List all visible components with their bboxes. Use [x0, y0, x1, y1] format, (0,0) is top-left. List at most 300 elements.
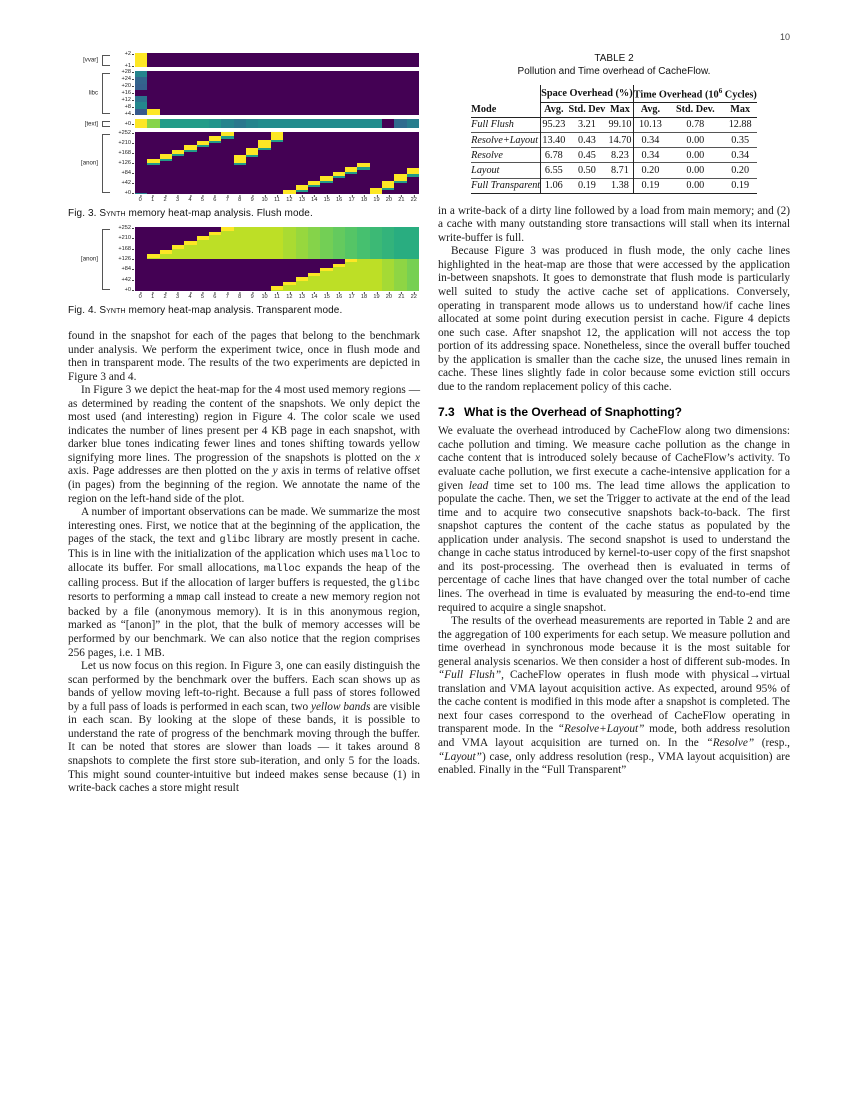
- region-name-label: [anon]: [81, 255, 98, 263]
- figure-3-caption-smallcaps: Synth: [99, 208, 126, 219]
- cell-mode: Resolve: [471, 148, 540, 163]
- paragraph: [68, 506, 420, 660]
- x-tick-label: 14: [311, 294, 318, 300]
- heatmap-cell: [296, 119, 308, 128]
- heatmap-cell: [234, 155, 246, 163]
- emphasis-yellow-bands: yellow bands: [311, 700, 371, 713]
- y-tick-label: +168: [118, 245, 131, 252]
- y-tick-label: +20: [121, 83, 131, 89]
- table-2-label: TABLE 2: [594, 53, 634, 64]
- y-tick-label: +12: [121, 97, 131, 103]
- heatmap-cell: [407, 119, 419, 128]
- cell-value: 0.19: [567, 178, 608, 193]
- cell-mode: Resolve+Layout: [471, 132, 540, 147]
- x-tick-label: 19: [373, 197, 380, 203]
- text-run: , CacheFlow operates in flush mode with physical→virtual translation and VMA layout acquisition active. As expected, around 95% of the cache content is modified in this mode after a snapshot is completed. The next four cases correspond to the overhead of CacheFlow operating in transparent mode. In the: [438, 669, 790, 736]
- y-tick-label: +126: [118, 160, 131, 166]
- heatmap-cell: [283, 282, 295, 285]
- table-row: [471, 163, 757, 178]
- column-header-space-std: Std. Dev: [568, 104, 606, 116]
- y-tick-label: +8: [124, 104, 131, 110]
- x-tick-label: 11: [274, 294, 280, 300]
- heatmap-cell: [283, 227, 295, 259]
- text-run: ) case, only address resolution (resp., VMA layout acquisition) are enabled. Finally in the “Full Transparent”: [438, 750, 790, 777]
- table-row: [471, 132, 757, 147]
- left-column: [68, 52, 420, 796]
- cell-value: 13.40: [541, 132, 567, 147]
- y-axis-ticks: [112, 70, 134, 116]
- x-tick-label: 8: [238, 294, 242, 300]
- y-axis-ticks: [112, 52, 134, 68]
- cell-value: 14.70: [607, 132, 633, 147]
- cell-value: 6.55: [541, 163, 567, 178]
- cell-value: 0.43: [567, 132, 608, 147]
- heatmap-plot-area: [134, 52, 420, 68]
- heatmap-cell: [271, 140, 283, 142]
- y-tick-label: +84: [121, 266, 131, 273]
- column-header-space-max: Max: [610, 104, 630, 116]
- heatmap-cell: [246, 227, 258, 259]
- x-tick-label: 12: [286, 294, 293, 300]
- text-run: Cycles): [722, 89, 757, 101]
- cell-value: 0.00: [667, 148, 723, 163]
- cell-value: 0.34: [633, 148, 667, 163]
- heatmap-cell: [147, 163, 159, 165]
- region-brace: [102, 55, 110, 66]
- code-glibc: glibc: [219, 535, 251, 547]
- x-tick-label: 10: [261, 294, 268, 300]
- right-column-text: [438, 205, 790, 778]
- heatmap-cell: [357, 167, 369, 169]
- y-tick-label: +168: [118, 150, 131, 156]
- heatmap-cell: [184, 241, 196, 245]
- heatmap-cell: [258, 148, 270, 150]
- figure-4-caption: [68, 305, 420, 316]
- x-tick-label: 17: [348, 294, 355, 300]
- x-tick-label: 5: [200, 294, 204, 300]
- x-tick-label: 16: [336, 294, 343, 300]
- cell-value: 12.88: [724, 117, 757, 132]
- y-tick-label: +28: [121, 69, 131, 75]
- x-axis-row: [68, 195, 420, 204]
- heatmap-cell: [197, 119, 209, 128]
- region-label-area: [68, 70, 112, 116]
- cell-value: 0.34: [724, 148, 757, 163]
- heatmap-cell: [394, 259, 406, 291]
- heatmap-cell: [320, 268, 332, 291]
- x-tick-label: 8: [238, 197, 242, 203]
- y-tick-label: +126: [118, 256, 131, 262]
- heatmap-cell: [357, 227, 369, 259]
- cell-mode: Layout: [471, 163, 540, 178]
- heatmap-cell: [333, 264, 345, 291]
- x-tick-label: 14: [311, 197, 318, 203]
- heatmap-cell: [234, 227, 246, 259]
- region-label-area: [68, 118, 112, 129]
- x-tick-label: 2: [163, 294, 167, 300]
- paragraph: [68, 660, 420, 795]
- heatmap-cell: [283, 119, 295, 128]
- x-tick-label: 10: [261, 197, 268, 203]
- cell-value: 99.10: [607, 117, 633, 132]
- heatmap-cell: [345, 227, 357, 259]
- text-run: library are mostly present in cache. This is in line with the initialization of the application which uses: [68, 533, 420, 560]
- table-2-caption: Pollution and Time overhead of CacheFlow.: [517, 66, 711, 77]
- heatmap-cell: [135, 53, 147, 67]
- heatmap-cell: [197, 236, 209, 240]
- x-tick-label: 6: [213, 294, 217, 300]
- cell-value: 0.78: [667, 117, 723, 132]
- left-column-text: [68, 330, 420, 796]
- x-tick-label: 7: [225, 294, 229, 300]
- heatmap-cell: [147, 254, 159, 258]
- text-run: mode, both address resolution and VMA layout acquisition are turned on. In the: [438, 723, 790, 749]
- heatmap-plot-area: [134, 131, 420, 195]
- table-header-row: [471, 102, 757, 117]
- heatmap-cell: [271, 119, 283, 128]
- heatmap-cell: [407, 227, 419, 259]
- y-axis-ticks: [112, 226, 134, 292]
- heatmap-cell: [271, 227, 283, 259]
- cell-value: 0.45: [567, 148, 608, 163]
- figure-3: [68, 52, 420, 219]
- heatmap-cell: [320, 181, 332, 183]
- heatmap-cell: [258, 227, 270, 259]
- heatmap-region-row: [68, 226, 420, 292]
- heatmap-cell: [345, 172, 357, 174]
- cell-value: 0.00: [667, 163, 723, 178]
- paragraph: [438, 425, 790, 615]
- section-title: What is the Overhead of Snaphotting?: [464, 405, 683, 420]
- heatmap-cell: [370, 227, 382, 259]
- x-tick-label: 19: [373, 294, 380, 300]
- code-malloc: malloc: [371, 549, 408, 561]
- heatmap-cell: [308, 227, 320, 259]
- y-tick-label: +2: [124, 51, 131, 57]
- heatmap-cell: [172, 119, 184, 128]
- heatmap-plot-area: [134, 226, 420, 292]
- heatmap-cell: [234, 119, 246, 128]
- column-header-mode: Mode: [471, 103, 497, 115]
- x-tick-label: 22: [410, 294, 417, 300]
- y-tick-label: +42: [121, 180, 131, 186]
- heatmap-cell: [271, 286, 283, 289]
- heatmap-cell: [407, 259, 419, 291]
- region-brace: [102, 121, 110, 127]
- x-tick-label: 5: [200, 197, 204, 203]
- figure-3-caption-prefix: Fig. 3.: [68, 208, 97, 219]
- section-heading-7-3: [438, 405, 790, 419]
- figure-3-caption-rest: memory heat-map analysis. Flush mode.: [128, 208, 313, 219]
- heatmap-cell: [209, 119, 221, 128]
- x-tick-label: 13: [298, 294, 305, 300]
- table-row: [471, 178, 757, 193]
- region-brace: [102, 134, 110, 193]
- paragraph: Because Figure 3 was produced in flush mode, the only cache lines highlighted in the heat-map are those that were accessed by the application in-between snapshots. It goes to demonstrate that flush mode is particularly well suited to study the active cache set of applications. Conversely, operating in transparent mode allows us to understand how/if cache lines allocated at some point during execution persist in cache. Figure 4 depicts one such case. After snapshot 12, the application will not access the top portion of its addressing space. Nonetheless, since the overall buffer touched by the application is smaller than the cache size, the unused lines remain in cache. These lines slightly fade in color because some eviction still occurs due to the random replacement policy of this cache.: [438, 245, 790, 393]
- x-tick-label: 21: [398, 197, 405, 203]
- text-run: are visible in each scan. By looking at the slope of these bands, it is possible to understand the rate of progress of the benchmark moving through the buffer. It can be noted that stores are slower than loads — it takes around 8 snapshots to complete the first store sub-iteration, and only 5 for the loads. This might sound counter-intuitive but indeed makes sense because (1) in write-back caches a store might result: [68, 700, 420, 795]
- heatmap-cell: [308, 185, 320, 187]
- heatmap-region-row: [68, 118, 420, 129]
- table-2-heading: [438, 52, 790, 78]
- x-tick-label: 16: [336, 197, 343, 203]
- heatmap-cell: [345, 259, 357, 262]
- text-run: resorts to performing a: [68, 591, 177, 604]
- heatmap-cell: [345, 119, 357, 128]
- heatmap-cell: [184, 150, 196, 152]
- heatmap-cell: [296, 277, 308, 280]
- cell-value: 3.21: [567, 117, 608, 132]
- x-tick-label: 20: [385, 294, 393, 300]
- text-run: (resp.,: [754, 736, 790, 749]
- heatmap-cell: [333, 176, 345, 178]
- text-run: to allocate its buffer. For small allocations,: [68, 547, 420, 575]
- heatmap-cell: [209, 141, 221, 143]
- heatmap-cell: [271, 132, 283, 140]
- heatmap-cell: [394, 227, 406, 259]
- y-tick-label: +24: [121, 76, 131, 82]
- cell-value: 0.00: [667, 132, 723, 147]
- cell-value: 1.38: [607, 178, 633, 193]
- x-axis-ticks: [134, 195, 420, 204]
- x-tick-label: 11: [274, 197, 280, 203]
- text-run: expands the heap of the calling process. But if the allocation of larger buffers is requested, the: [68, 562, 420, 589]
- region-label-area: [68, 52, 112, 68]
- heatmap-cell: [382, 181, 394, 188]
- figure-4-heatmap: [68, 226, 420, 301]
- exponent: 6: [718, 86, 723, 95]
- heatmap-cell: [394, 174, 406, 181]
- text-run: axis in terms of relative offset (in pages) from the beginning of the region. We annotate the name of the region on the left-hand side of the plot.: [68, 465, 420, 505]
- heatmap-cell: [370, 119, 382, 128]
- figure-3-caption: [68, 208, 420, 219]
- y-axis-ticks: [112, 118, 134, 129]
- y-tick-label: +252: [118, 130, 131, 136]
- y-tick-label: +210: [118, 235, 131, 242]
- group-header-space-overhead: Space Overhead (%): [541, 85, 634, 102]
- heatmap-cell: [172, 245, 184, 249]
- mode-layout: “Layout”: [438, 750, 482, 763]
- heatmap-cell: [135, 109, 147, 115]
- heatmap-region-row: [68, 131, 420, 195]
- x-axis-ticks: [134, 292, 420, 301]
- heatmap-cell: [296, 227, 308, 259]
- heatmap-cell: [370, 259, 382, 291]
- heatmap-cell: [147, 109, 159, 115]
- figure-4: [68, 226, 420, 316]
- y-tick-label: +42: [121, 276, 131, 283]
- x-tick-label: 7: [225, 197, 229, 203]
- cell-mode: Full Flush: [471, 117, 540, 132]
- region-brace: [102, 73, 110, 114]
- table-2-grid: [471, 85, 757, 194]
- heatmap-cell: [333, 227, 345, 259]
- x-tick-label: 15: [323, 197, 330, 203]
- code-malloc: malloc: [264, 564, 301, 576]
- region-name-label: [text]: [84, 120, 98, 127]
- mode-resolve-layout: “Resolve+Layout”: [557, 723, 645, 736]
- cell-value: 0.00: [667, 178, 723, 193]
- table-2-body: [471, 117, 757, 193]
- x-tick-label: 9: [250, 294, 254, 300]
- code-mmap: mmap: [176, 593, 201, 605]
- heatmap-cell: [357, 119, 369, 128]
- figure-4-caption-smallcaps: Synth: [99, 305, 126, 316]
- cell-value: 0.20: [633, 163, 667, 178]
- text-run: call instead to create a new memory region not backed by a file (anonymous memory). It is in this anonymous region, marked as “[anon]” in the plot, that the bulk of memory accesses will be performed by our benchmark. We can also notice that the region comprises 256 pages, i.e. 1 MB.: [68, 591, 420, 659]
- region-label-area: [68, 226, 112, 292]
- y-tick-label: +0: [124, 120, 131, 127]
- table-row: [471, 148, 757, 163]
- figure-3-heatmap: [68, 52, 420, 204]
- heatmap-cell: [172, 154, 184, 156]
- y-tick-label: +210: [118, 140, 131, 146]
- cell-value: 8.71: [607, 163, 633, 178]
- cell-value: 0.19: [633, 178, 667, 193]
- heatmap-cell: [160, 159, 172, 161]
- cell-value: 6.78: [541, 148, 567, 163]
- region-name-label: [vvar]: [83, 56, 98, 64]
- x-axis-row: [68, 292, 420, 301]
- x-tick-label: 0: [138, 294, 142, 300]
- y-tick-label: +16: [121, 90, 131, 96]
- figure-4-caption-rest: memory heat-map analysis. Transparent mode.: [128, 305, 343, 316]
- section-number: 7.3: [438, 405, 455, 420]
- cell-value: 0.35: [724, 132, 757, 147]
- heatmap-cell: [135, 193, 147, 194]
- column-header-time-std: Std. Dev.: [675, 104, 715, 116]
- cell-value: 0.34: [633, 132, 667, 147]
- heatmap-cell: [135, 84, 147, 90]
- y-axis-ticks: [112, 131, 134, 195]
- heatmap-cell: [147, 119, 159, 128]
- heatmap-cell: [296, 190, 308, 192]
- heatmap-cell: [246, 148, 258, 156]
- heatmap-cell: [209, 232, 221, 236]
- math-x: x: [414, 451, 420, 464]
- x-tick-label: 0: [138, 197, 142, 203]
- paragraph: in a write-back of a dirty line followed by a load from main memory; and (2) a cache with many outstanding store transactions will stall when its internal write-buffer is full.: [438, 204, 790, 244]
- x-tick-label: 4: [188, 197, 192, 203]
- heatmap-region-row: [68, 70, 420, 116]
- region-name-label: libc: [88, 89, 98, 97]
- y-tick-label: +0: [124, 190, 131, 196]
- y-tick-label: +4: [124, 111, 131, 117]
- cell-value: 1.06: [541, 178, 567, 193]
- column-header-time-max: Max: [730, 104, 751, 116]
- heatmap-cell: [246, 119, 258, 128]
- x-tick-label: 22: [410, 197, 417, 203]
- y-tick-label: +84: [121, 170, 131, 176]
- cell-mode: Full Transparent: [471, 178, 540, 193]
- heatmap-cell: [160, 250, 172, 254]
- heatmap-cell: [382, 227, 394, 259]
- heatmap-cell: [246, 155, 258, 157]
- heatmap-cell: [184, 119, 196, 128]
- paragraph: [68, 384, 420, 506]
- region-name-label: [anon]: [81, 159, 98, 167]
- heatmap-plot-area: [134, 118, 420, 129]
- figure-4-caption-prefix: Fig. 4.: [68, 305, 97, 316]
- x-tick-label: 21: [398, 294, 405, 300]
- heatmap-cell: [160, 119, 172, 128]
- page-number: 10: [779, 32, 790, 42]
- heatmap-plot-area: [134, 70, 420, 116]
- heatmap-cell: [209, 232, 221, 259]
- heatmap-cell: [283, 190, 295, 194]
- text-run: We evaluate the overhead introduced by CacheFlow along two dimensions: cache pollution and timing. We measure cache pollution as the change in cache content that is introduced solely because of CacheFlow’s activity. To evaluate cache pollution, we first execute a cache-intensive application for a given: [438, 425, 790, 492]
- cell-value: 95.23: [541, 117, 567, 132]
- region-brace: [102, 229, 110, 290]
- heatmap-cell: [345, 259, 357, 291]
- table-row: [471, 117, 757, 132]
- heatmap-cell: [258, 140, 270, 148]
- x-tick-label: 9: [250, 197, 254, 203]
- heatmap-cell: [197, 145, 209, 147]
- column-header-space-avg: Avg.: [541, 102, 567, 117]
- paragraph: found in the snapshot for each of the pages that belong to the benchmark under analysis. We perform the experiment twice, once in flush mode and then in transparent mode. The results of the two experiments are depicted in Figure 3 and 4.: [68, 330, 420, 383]
- heatmap-cell: [221, 119, 233, 128]
- cell-value: 0.50: [567, 163, 608, 178]
- heatmap-cell: [370, 188, 382, 195]
- heatmap-cell: [308, 273, 320, 276]
- table-2: [438, 52, 790, 194]
- heatmap-cell: [258, 119, 270, 128]
- x-tick-label: 3: [175, 294, 180, 300]
- heatmap-cell: [333, 119, 345, 128]
- heatmap-cell: [320, 268, 332, 271]
- x-tick-label: 13: [298, 197, 305, 203]
- text-run: axis. Page addresses are then plotted on the: [68, 465, 273, 478]
- table-header-group-row: [471, 85, 757, 102]
- paragraph: [438, 615, 790, 778]
- text-run: A number of important observations can be made. We summarize the most interesting ones. First, we notice that at the beginning of the application, the pages of the stack, the text and: [68, 506, 420, 546]
- y-tick-label: +0: [124, 287, 131, 293]
- heatmap-cell: [394, 181, 406, 183]
- heatmap-cell: [382, 188, 394, 190]
- x-tick-label: 6: [213, 197, 217, 203]
- text-run: In Figure 3 we depict the heat-map for the 4 most used memory regions — as determined by reading the content of the snapshots. We only depict the most used (and interesting) region in Figure 4. The color scale we used indicates the number of lines present per 4 KB page in each snapshot, with darker blue tones indicating fewer lines and tones shifting towards yellow signifying more lines. The progression of the snapshots is plotted on the: [68, 384, 420, 464]
- x-tick-label: 1: [151, 294, 155, 300]
- heatmap-cell: [221, 136, 233, 138]
- mode-resolve: “Resolve”: [706, 736, 755, 749]
- text-run: Time Overhead (10: [633, 89, 719, 101]
- y-tick-label: +252: [118, 225, 131, 231]
- text-run: The results of the overhead measurements are reported in Table 2 and are the aggregation of 100 experiments for each setup. We measure pollution and time overhead in synchronous mode because it is the most suitable for general analysis scenarios. We then consider a host of different sub-modes. In: [438, 615, 790, 668]
- y-tick-label: +1: [124, 63, 131, 69]
- heatmap-cell: [221, 227, 233, 231]
- emphasis-lead: lead: [468, 479, 489, 492]
- heatmap-cell: [382, 259, 394, 291]
- x-tick-label: 2: [163, 197, 167, 203]
- heatmap-cell: [308, 119, 320, 128]
- heatmap-cell: [234, 163, 246, 165]
- column-header-time-avg: Avg.: [633, 102, 667, 117]
- heatmap-cell: [407, 174, 419, 176]
- math-y: y: [272, 465, 278, 478]
- cell-value: 8.23: [607, 148, 633, 163]
- x-tick-label: 15: [323, 294, 330, 300]
- heatmap-cell: [333, 264, 345, 267]
- heatmap-cell: [135, 119, 147, 128]
- heatmap-cell: [394, 119, 406, 128]
- heatmap-cell: [357, 259, 369, 291]
- mode-full-flush: “Full Flush”: [438, 669, 502, 682]
- x-tick-label: 18: [360, 294, 368, 300]
- x-tick-label: 1: [151, 197, 155, 203]
- x-tick-label: 4: [188, 294, 192, 300]
- heatmap-cell: [320, 227, 332, 259]
